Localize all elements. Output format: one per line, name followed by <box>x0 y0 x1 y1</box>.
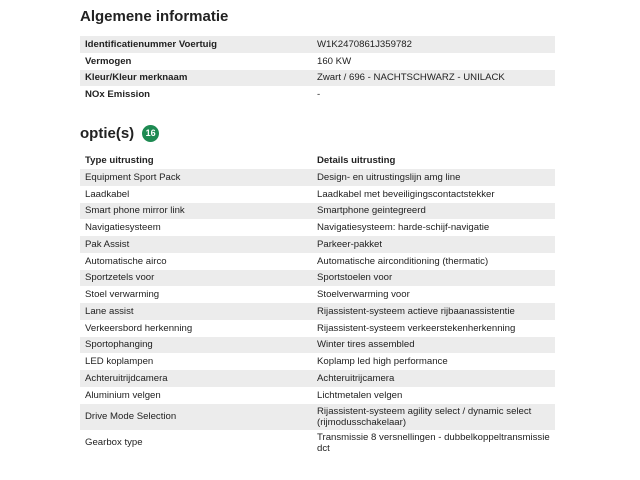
row-value: W1K2470861J359782 <box>317 38 412 50</box>
table-row <box>80 404 555 430</box>
option-details: Navigatiesysteem: harde-schijf-navigatie <box>317 222 490 234</box>
option-type: Verkeersbord herkenning <box>85 322 193 334</box>
option-type: Pak Assist <box>85 238 130 250</box>
table-row <box>80 70 555 87</box>
table-row <box>80 86 555 103</box>
option-type: Lane assist <box>85 305 134 317</box>
option-type: Drive Mode Selection <box>85 411 177 422</box>
option-type: Navigatiesysteem <box>85 222 161 234</box>
option-details: Smartphone geintegreerd <box>317 205 426 217</box>
row-label: Kleur/Kleur merknaam <box>85 72 188 84</box>
table-row <box>80 337 555 354</box>
option-type: Sportzetels voor <box>85 272 155 284</box>
table-row <box>80 430 555 456</box>
option-details: Stoelverwarming voor <box>317 289 410 301</box>
option-type: Gearbox type <box>85 437 143 448</box>
option-type: Sportophanging <box>85 339 153 351</box>
header-type: Type uitrusting <box>85 155 154 166</box>
option-details: Design- en uitrustingslijn amg line <box>317 171 461 183</box>
option-details: Koplamp led high performance <box>317 356 448 368</box>
option-type: Equipment Sport Pack <box>85 171 181 183</box>
table-row <box>80 370 555 387</box>
row-label: Identificatienummer Voertuig <box>85 38 218 50</box>
option-details: Rijassistent-systeem verkeerstekenherkenning <box>317 322 516 334</box>
table-row <box>80 320 555 337</box>
table-header-row <box>80 152 555 169</box>
table-row <box>80 169 555 186</box>
row-label: Vermogen <box>85 55 132 67</box>
option-type: Smart phone mirror link <box>85 205 185 217</box>
row-label: NOx Emission <box>85 89 151 101</box>
table-row <box>80 236 555 253</box>
options-title: optie(s) <box>80 125 135 142</box>
option-details: Automatische airconditioning (thermatic) <box>317 255 489 267</box>
table-row <box>80 286 555 303</box>
table-row <box>80 303 555 320</box>
option-type: Achteruitrijdcamera <box>85 372 168 384</box>
table-row <box>80 353 555 370</box>
table-row <box>80 253 555 270</box>
table-row <box>80 36 555 53</box>
option-details: Transmissie 8 versnellingen - dubbelkoppeltransmissie dct <box>317 431 550 454</box>
general-info-table <box>80 36 555 103</box>
option-details: Achteruitrijcamera <box>317 372 395 384</box>
option-details: Winter tires assembled <box>317 339 415 351</box>
option-details: Rijassistent-systeem actieve rijbaanassistentie <box>317 305 515 317</box>
row-value: Zwart / 696 - NACHTSCHWARZ - UNILACK <box>317 72 505 84</box>
table-row <box>80 387 555 404</box>
option-details: Rijassistent-systeem agility select / dynamic select (rijmodusschakelaar) <box>317 405 532 428</box>
option-type: Aluminium velgen <box>85 389 161 401</box>
option-details: Lichtmetalen velgen <box>317 389 403 401</box>
option-details: Laadkabel met beveiligingscontactstekker <box>317 188 495 200</box>
table-row <box>80 53 555 70</box>
table-row <box>80 203 555 220</box>
table-row <box>80 270 555 287</box>
option-type: Automatische airco <box>85 255 167 267</box>
option-type: LED koplampen <box>85 356 154 368</box>
options-count-badge: 16 <box>142 125 159 142</box>
header-details: Details uitrusting <box>317 155 396 166</box>
table-row <box>80 219 555 236</box>
options-title-row <box>80 125 159 142</box>
option-details: Sportstoelen voor <box>317 272 393 284</box>
option-type: Stoel verwarming <box>85 289 160 301</box>
row-value: 160 KW <box>317 55 352 67</box>
option-type: Laadkabel <box>85 188 130 200</box>
general-info-title: Algemene informatie <box>80 8 229 25</box>
option-details: Parkeer-pakket <box>317 238 383 250</box>
options-table <box>80 152 555 456</box>
table-row <box>80 186 555 203</box>
row-value: - <box>317 89 321 101</box>
